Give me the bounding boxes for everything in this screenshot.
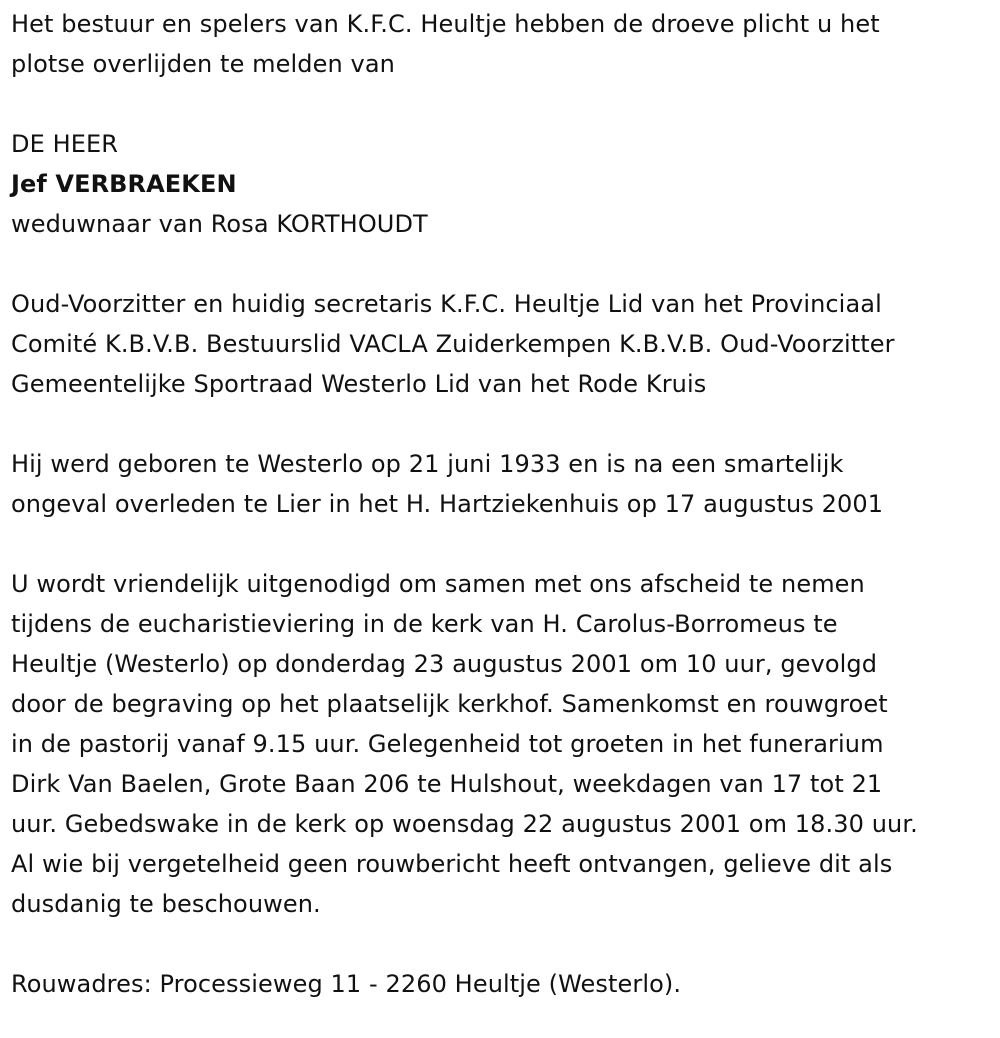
spacer	[11, 524, 1000, 564]
deceased-name: Jef VERBRAEKEN	[11, 170, 237, 198]
spacer	[11, 84, 1000, 124]
spouse-line: weduwnaar van Rosa KORTHOUDT	[11, 210, 428, 238]
honorific: DE HEER	[11, 130, 119, 158]
spacer	[11, 244, 1000, 284]
mourning-address: Rouwadres: Processieweg 11 - 2260 Heultje (Westerlo).	[11, 970, 682, 998]
spacer	[11, 404, 1000, 444]
invitation-paragraph: U wordt vriendelijk uitgenodigd om samen met ons afscheid te nemen tijdens de eucharistieviering in de kerk van H. Carolus-Borromeus te Heultje (Westerlo) op donderdag 23 augustus 2001 om 10 uur, gevolgd door de begraving op het plaatselijk kerkhof. Samenkomst en rouwgroet in de pastorij vanaf 9.15 uur. Gelegenheid tot groeten in het funerarium Dirk Van Baelen, Grote Baan 206 te Hulshout, weekdagen van 17 tot 21 uur. Gebedswake in de kerk op woensdag 22 augustus 2001 om 18.30 uur. Al wie bij vergetelheid geen rouwbericht heeft ontvangen, gelieve dit als dusdanig te beschouwen.	[11, 570, 918, 918]
life-paragraph: Hij werd geboren te Westerlo op 21 juni 1933 en is na een smartelijk ongeval overleden te Lier in het H. Hartziekenhuis op 17 augustus 2001	[11, 450, 884, 518]
intro-paragraph: Het bestuur en spelers van K.F.C. Heultje hebben de droeve plicht u het plotse overlijden te melden van	[11, 10, 880, 78]
functions-paragraph: Oud-Voorzitter en huidig secretaris K.F.C. Heultje Lid van het Provinciaal Comité K.B.V.B. Bestuurslid VACLA Zuiderkempen K.B.V.B. Oud-Voorzitter Gemeentelijke Sportraad Westerlo Lid van het Rode Kruis	[11, 290, 895, 398]
spacer	[11, 924, 1000, 964]
